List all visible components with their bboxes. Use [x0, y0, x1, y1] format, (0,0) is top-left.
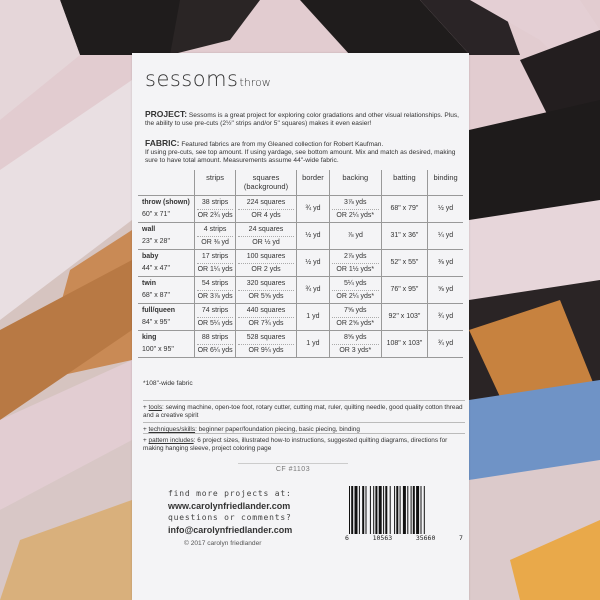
table-row — [138, 277, 463, 304]
strips-bottom: OR 5¼ yds — [197, 317, 233, 330]
backing-top: 7⅝ yds — [343, 306, 367, 314]
backing-top: 3⅞ yds — [343, 198, 367, 206]
squares-cell — [236, 223, 297, 250]
barcode-bar — [390, 486, 391, 534]
size-cell — [138, 250, 195, 277]
batting-cell: 92" x 103" — [381, 304, 428, 331]
strips-top: 74 strips — [201, 306, 229, 314]
barcode-digit-group: 10563 — [372, 534, 393, 542]
bullet-prefix: + — [143, 437, 147, 444]
find-more-heading: find more projects at: — [168, 489, 292, 498]
squares-bottom: OR 5⅝ yds — [238, 290, 294, 303]
backing-bottom: OR 2⅝ yds* — [332, 317, 379, 330]
squares-top: 528 squares — [246, 333, 286, 341]
strips-bottom: OR 2¾ yds — [197, 209, 233, 222]
batting-cell: 31" x 36" — [381, 223, 428, 250]
size-name: twin — [142, 280, 156, 287]
backing-cell — [329, 277, 381, 304]
barcode-digit-group: 7 — [459, 534, 463, 542]
title-name: sessoms — [145, 67, 239, 91]
barcode-bar — [366, 486, 367, 534]
strips-top: 88 strips — [201, 333, 229, 341]
barcode-bar — [349, 486, 350, 534]
batting-cell: 108" x 103" — [381, 331, 428, 358]
bullet-prefix: + — [143, 404, 147, 411]
barcode-bar — [413, 486, 415, 534]
squares-cell — [236, 331, 297, 358]
squares-cell — [236, 304, 297, 331]
header-batting: batting — [381, 170, 428, 196]
product-code: CF #1103 — [238, 463, 348, 473]
batting-cell: 68" x 79" — [381, 196, 428, 223]
header-squares: squares (background) — [236, 170, 297, 196]
strips-top: 54 strips — [201, 279, 229, 287]
strips-cell — [195, 196, 236, 223]
title-suffix: throw — [239, 76, 271, 89]
fabric-description — [145, 139, 460, 166]
header-size — [138, 170, 195, 196]
backing-top: ⅞ yd — [347, 232, 363, 239]
table-row — [138, 304, 463, 331]
header-border: border — [296, 170, 329, 196]
squares-top: 224 squares — [246, 198, 286, 206]
size-cell — [138, 196, 195, 223]
techniques-label: techniques/skills — [148, 426, 196, 433]
size-cell — [138, 223, 195, 250]
size-dimensions: 68" x 87" — [142, 292, 170, 299]
barcode-bar — [355, 486, 358, 534]
strips-cell — [195, 331, 236, 358]
techniques-text: : beginner paper/foundation piecing, basic piecing, binding — [195, 426, 360, 433]
strips-bottom: OR ⅜ yd — [197, 236, 233, 249]
strips-bottom: OR 3⅞ yds — [197, 290, 233, 303]
backing-bottom: OR 3 yds* — [332, 344, 379, 357]
strips-cell — [195, 277, 236, 304]
table-row — [138, 223, 463, 250]
strips-bottom: OR 1¼ yds — [197, 263, 233, 276]
bullet-prefix: + — [143, 426, 147, 433]
barcode-bar — [351, 486, 353, 534]
barcode-digit-group: 6 — [345, 534, 349, 542]
binding-cell: ¾ yd — [428, 331, 463, 358]
fabric-label: FABRIC: — [145, 138, 180, 148]
border-cell: ¾ yd — [296, 196, 329, 223]
barcode-bar — [407, 486, 408, 534]
table-row — [138, 331, 463, 358]
border-cell: ½ yd — [296, 250, 329, 277]
squares-cell — [236, 277, 297, 304]
barcode-bar — [403, 486, 406, 534]
squares-bottom: OR 9¼ yds — [238, 344, 294, 357]
header-strips: strips — [195, 170, 236, 196]
backing-bottom: OR 2¼ yds* — [332, 209, 379, 222]
email-link[interactable]: info@carolynfriedlander.com — [168, 525, 293, 535]
backing-top: 8⅝ yds — [343, 333, 367, 341]
barcode-number — [345, 534, 463, 542]
binding-cell: ⅝ yd — [428, 277, 463, 304]
squares-cell — [236, 196, 297, 223]
project-text: Sessoms is a great project for exploring color gradations and other visual relationships. Plus, the ability to use pre-cuts (2½" strips and/or 5" squares) makes it even easier! — [145, 112, 460, 128]
strips-cell — [195, 304, 236, 331]
size-name: full/queen — [142, 307, 176, 314]
barcode-bar — [396, 486, 398, 534]
requirements-table — [138, 170, 463, 358]
barcode-bar — [373, 486, 374, 534]
binding-cell: ¾ yd — [428, 304, 463, 331]
backing-top: 5¼ yds — [343, 279, 367, 287]
border-cell: 1 yd — [296, 331, 329, 358]
border-cell: ½ yd — [296, 223, 329, 250]
squares-bottom: OR 2 yds — [238, 263, 294, 276]
barcode-bar — [362, 486, 364, 534]
barcode-bar — [385, 486, 387, 534]
table-row — [138, 196, 463, 223]
squares-bottom: OR ½ yd — [238, 236, 294, 249]
batting-cell: 76" x 95" — [381, 277, 428, 304]
size-dimensions: 44" x 47" — [142, 265, 170, 272]
size-cell — [138, 304, 195, 331]
size-dimensions: 60" x 71" — [142, 211, 170, 218]
border-cell: ¾ yd — [296, 277, 329, 304]
border-cell: 1 yd — [296, 304, 329, 331]
contact-block — [168, 488, 292, 536]
barcode-bar — [416, 486, 419, 534]
size-name: baby — [142, 253, 159, 260]
backing-cell — [329, 223, 381, 250]
strips-top: 17 strips — [201, 252, 229, 260]
barcode — [345, 484, 463, 538]
pattern-title — [145, 67, 271, 91]
backing-bottom: OR 1½ yds* — [332, 263, 379, 276]
squares-top: 100 squares — [246, 252, 286, 260]
copyright: © 2017 carolyn friedlander — [184, 540, 262, 547]
barcode-bar — [359, 486, 360, 534]
size-dimensions: 84" x 95" — [142, 319, 170, 326]
binding-cell: ¼ yd — [428, 223, 463, 250]
binding-cell: ½ yd — [428, 196, 463, 223]
backing-cell — [329, 250, 381, 277]
strips-top: 4 strips — [203, 225, 227, 233]
size-cell — [138, 277, 195, 304]
squares-top: 320 squares — [246, 279, 286, 287]
barcode-bar — [400, 486, 401, 534]
squares-top: 24 squares — [248, 225, 284, 233]
barcode-digit-group: 35660 — [415, 534, 436, 542]
size-name: king — [142, 334, 157, 341]
tools-label: tools — [148, 404, 163, 411]
backing-top: 2⅞ yds — [343, 252, 367, 260]
header-binding: binding — [428, 170, 463, 196]
backing-cell — [329, 196, 381, 223]
backing-bottom: OR 2¼ yds* — [332, 290, 379, 303]
barcode-bar — [411, 486, 412, 534]
table-row — [138, 250, 463, 277]
barcode-bar — [375, 486, 377, 534]
size-name: throw (shown) — [142, 199, 190, 206]
size-cell — [138, 331, 195, 358]
strips-top: 38 strips — [201, 198, 229, 206]
pattern-includes-label: pattern includes — [148, 437, 194, 444]
project-description — [145, 110, 460, 128]
binding-cell: ⅜ yd — [428, 250, 463, 277]
backing-cell — [329, 331, 381, 358]
strips-cell — [195, 250, 236, 277]
footnote: *108"-wide fabric — [143, 380, 193, 387]
barcode-bar — [370, 486, 371, 534]
pattern-includes-text: : 6 project sizes, illustrated how-to instructions, suggested quilting diagrams, directions for making hanging sleeve, project coloring page — [143, 437, 448, 453]
squares-cell — [236, 250, 297, 277]
tools-bullet — [143, 400, 465, 421]
website-link[interactable]: www.carolynfriedlander.com — [168, 501, 291, 511]
header-backing: backing — [329, 170, 381, 196]
table-header-row — [138, 170, 463, 196]
size-dimensions: 23" x 28" — [142, 238, 170, 245]
strips-cell — [195, 223, 236, 250]
fabric-line2: If using pre-cuts, see top amount. If using yardage, see bottom amount. Mix and match as desired, making sure to have total amount. Measurements assume 44"-wide fabric. — [145, 149, 456, 165]
barcode-bar — [379, 486, 382, 534]
size-name: wall — [142, 226, 156, 233]
squares-top: 440 squares — [246, 306, 286, 314]
squares-bottom: OR 4 yds — [238, 209, 294, 222]
strips-bottom: OR 6¼ yds — [197, 344, 233, 357]
barcode-bar — [383, 486, 384, 534]
tools-text: : sewing machine, open-toe foot, rotary cutter, cutting mat, ruler, quilting needle, good quality cotton thread and a creative spirit — [143, 404, 463, 420]
backing-cell — [329, 304, 381, 331]
project-label: PROJECT: — [145, 109, 188, 119]
size-dimensions: 100" x 95" — [142, 346, 174, 353]
batting-cell: 52" x 55" — [381, 250, 428, 277]
pattern-includes-bullet — [143, 433, 465, 454]
barcode-bar — [424, 486, 425, 534]
fabric-line1: Featured fabrics are from my Gleaned collection for Robert Kaufman. — [181, 141, 384, 148]
barcode-bar — [394, 486, 395, 534]
barcode-bar — [421, 486, 422, 534]
questions-heading: questions or comments? — [168, 513, 292, 522]
squares-bottom: OR 7¾ yds — [238, 317, 294, 330]
